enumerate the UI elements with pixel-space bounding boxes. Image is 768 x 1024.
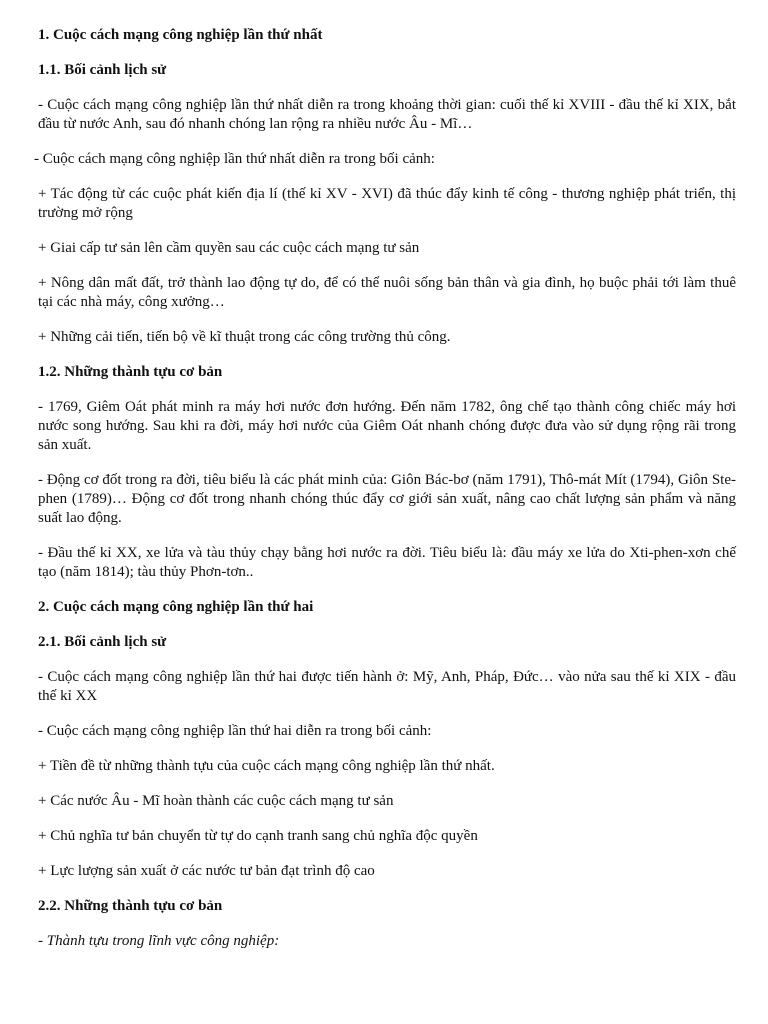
- paragraph: + Lực lượng sản xuất ở các nước tư bản đạt trình độ cao: [38, 863, 375, 879]
- subsection-heading-1-1: 1.1. Bối cảnh lịch sử: [38, 62, 167, 78]
- paragraph: - Cuộc cách mạng công nghiệp lần thứ hai được tiến hành ở: Mỹ, Anh, Pháp, Đức… vào nửa sau thế kỉ XIX - đầu thế kỉ XX: [38, 669, 736, 704]
- subsection-heading-2-2: 2.2. Những thành tựu cơ bản: [38, 898, 223, 914]
- section-heading-2: 2. Cuộc cách mạng công nghiệp lần thứ hai: [38, 599, 314, 615]
- subsection-heading-2-1: 2.1. Bối cảnh lịch sử: [38, 634, 167, 650]
- paragraph: - Động cơ đốt trong ra đời, tiêu biểu là các phát minh của: Giôn Bác-bơ (năm 1791), Thô-mát Mít (1794), Giôn Ste-phen (1789)… Động cơ đốt trong nhanh chóng thúc đẩy cơ giới sản xuất, nâng cao chất lượng sản phẩm và năng suất lao động.: [38, 472, 736, 526]
- paragraph: + Các nước Âu - Mĩ hoàn thành các cuộc cách mạng tư sản: [38, 793, 394, 809]
- paragraph: + Giai cấp tư sản lên cầm quyền sau các cuộc cách mạng tư sản: [38, 240, 420, 256]
- paragraph: + Chủ nghĩa tư bản chuyển từ tự do cạnh tranh sang chủ nghĩa độc quyền: [38, 828, 478, 844]
- document-page: [34, 26, 736, 967]
- subsection-heading-1-2: 1.2. Những thành tựu cơ bản: [38, 364, 223, 380]
- paragraph: - Cuộc cách mạng công nghiệp lần thứ nhất diễn ra trong khoảng thời gian: cuối thế kỉ XVIII - đầu thế kỉ XIX, bắt đầu từ nước Anh, sau đó nhanh chóng lan rộng ra nhiều nước Âu - Mĩ…: [38, 97, 736, 132]
- paragraph: + Tiền đề từ những thành tựu của cuộc cách mạng công nghiệp lần thứ nhất.: [38, 758, 495, 774]
- paragraph: - Đầu thế kỉ XX, xe lửa và tàu thủy chạy bằng hơi nước ra đời. Tiêu biểu là: đầu máy xe lửa do Xti-phen-xơn chế tạo (năm 1814); tàu thủy Phơn-tơn..: [38, 545, 736, 580]
- paragraph: - Cuộc cách mạng công nghiệp lần thứ nhất diễn ra trong bối cảnh:: [34, 151, 435, 167]
- paragraph: - 1769, Giêm Oát phát minh ra máy hơi nước đơn hướng. Đến năm 1782, ông chế tạo thành công chiếc máy hơi nước song hướng. Sau khi ra đời, máy hơi nước của Giêm Oát nhanh chóng được đưa vào sử dụng rộng rãi trong sản xuất.: [38, 399, 736, 453]
- italic-subheading: - Thành tựu trong lĩnh vực công nghiệp:: [38, 933, 280, 949]
- section-heading-1: 1. Cuộc cách mạng công nghiệp lần thứ nhất: [38, 27, 323, 43]
- paragraph: - Cuộc cách mạng công nghiệp lần thứ hai diễn ra trong bối cảnh:: [38, 723, 432, 739]
- paragraph: + Tác động từ các cuộc phát kiến địa lí (thế kỉ XV - XVI) đã thúc đẩy kinh tế công - thương nghiệp phát triển, thị trường mở rộng: [38, 186, 736, 221]
- paragraph: + Nông dân mất đất, trở thành lao động tự do, để có thể nuôi sống bản thân và gia đình, họ buộc phải tới làm thuê tại các nhà máy, công xưởng…: [38, 275, 736, 310]
- paragraph: + Những cải tiến, tiến bộ về kĩ thuật trong các công trường thủ công.: [38, 329, 451, 345]
